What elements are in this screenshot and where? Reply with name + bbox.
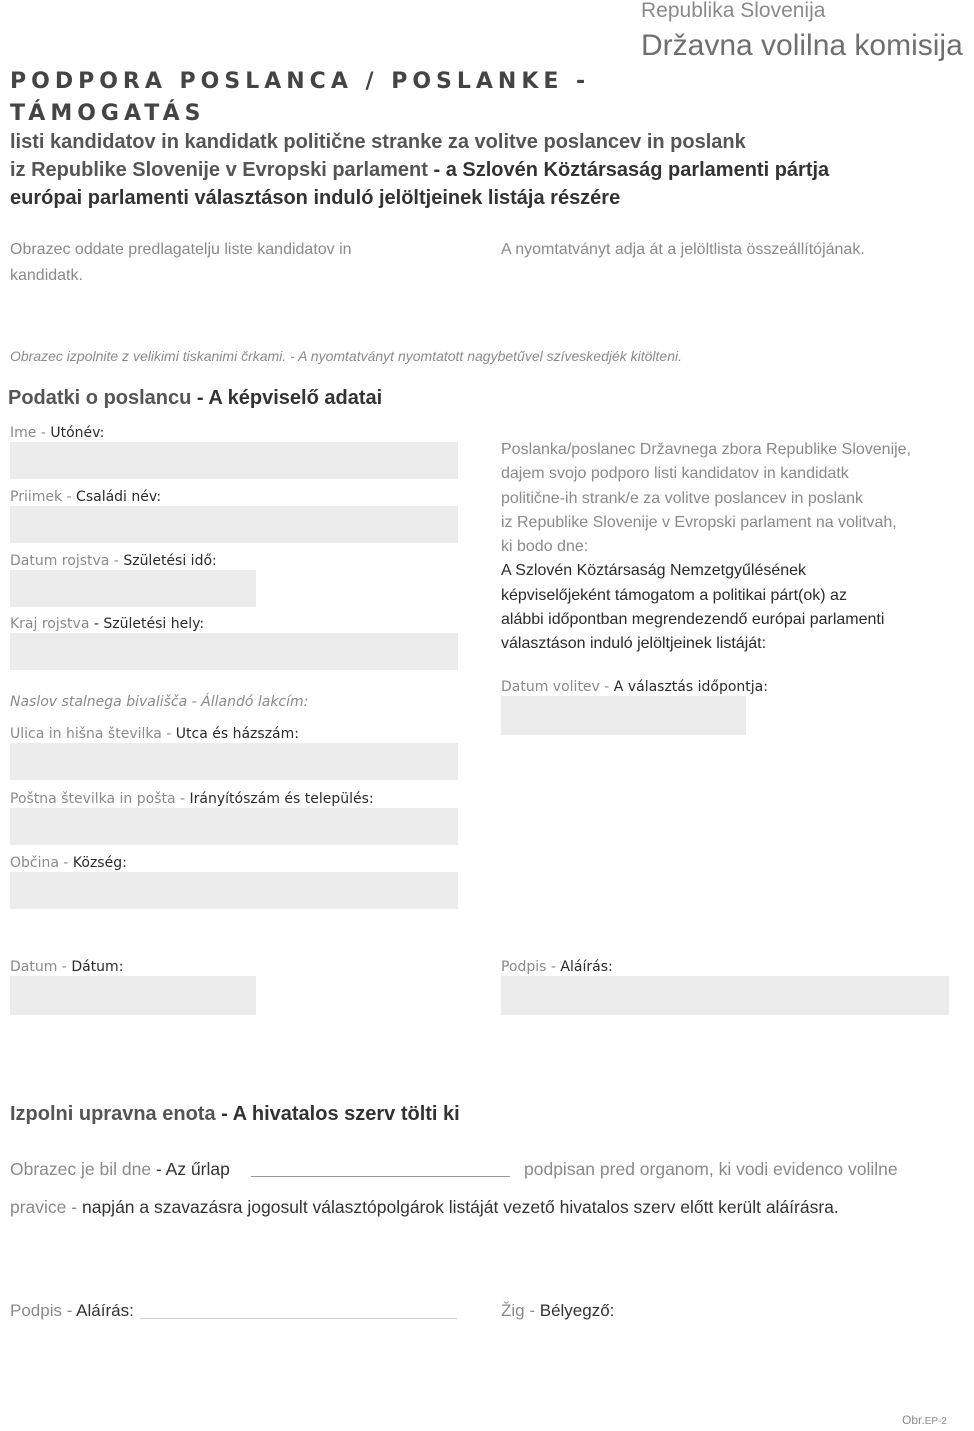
date-label-hu: Dátum:: [71, 959, 124, 975]
support-statement: [501, 438, 911, 657]
official-signature-sl: Podpis -: [10, 1301, 73, 1320]
street-field[interactable]: [10, 743, 458, 780]
section-deputy-title: [8, 384, 382, 412]
municipality-label-hu: Község:: [72, 855, 127, 871]
statement-sl-1: Poslanka/poslanec Državnega zbora Republike Slovenije,: [501, 441, 912, 458]
form-subtitle-2-sl: iz Republike Slovenije v Evropski parlament: [10, 159, 428, 181]
statement-hu-1: A Szlovén Köztársaság Nemzetgyűlésének: [501, 562, 807, 580]
election-date-label: [501, 678, 768, 696]
header-country: Republika Slovenija: [641, 0, 826, 22]
form-subtitle-1: listi kandidatov in kandidatk politične stranke za volitve poslancev in poslank: [10, 131, 746, 153]
official-signature-line[interactable]: [140, 1318, 457, 1319]
signature-label-hu: Aláírás:: [560, 959, 613, 975]
postal-label-hu: Irányítószám és település:: [189, 791, 374, 807]
signature-label: [501, 958, 613, 976]
form-title-line1: PODPORA POSLANCA / POSLANKE -: [10, 69, 591, 94]
dob-label: [10, 552, 217, 570]
signature-label-sl: Podpis -: [501, 959, 556, 975]
official-signed-sl-rest: podpisan pred organom, ki vodi evidenco volilne: [524, 1159, 898, 1179]
section-official-title-sl: Izpolni upravna enota: [10, 1103, 216, 1125]
official-date-line[interactable]: [251, 1176, 510, 1177]
header-commission: Državna volilna komisija: [641, 29, 963, 62]
street-label: [10, 725, 299, 743]
statement-sl-4: iz Republike Slovenije v Evropski parlament na volitvah,: [501, 513, 897, 531]
official-signature-label: [10, 1300, 134, 1322]
dob-label-sl: Datum rojstva -: [10, 553, 119, 569]
section-official-title: [10, 1100, 460, 1128]
statement-hu-4: választáson induló jelöltjeinek listáját:: [501, 635, 767, 653]
pob-label-hu: - Születési hely:: [93, 616, 205, 632]
instruction-right: A nyomtatványt adja át a jelöltlista összeállítójának.: [501, 241, 865, 258]
surname-field[interactable]: [10, 506, 458, 543]
instruction-capitals: Obrazec izpolnite z velikimi tiskanimi črkami. - A nyomtatványt nyomtatott nagybetűvel szíveskedjék kitölteni.: [10, 348, 682, 364]
statement-hu-3: alábbi időpontban megrendezendő európai parlamenti: [501, 611, 885, 629]
instruction-left-2: kandidatk.: [10, 267, 83, 284]
name-label: [10, 424, 104, 442]
official-signed-sl-2: pravice -: [10, 1197, 78, 1217]
postal-label: [10, 790, 374, 808]
official-stamp-sl: Žig -: [501, 1301, 535, 1320]
form-code-b: EP-2: [924, 1416, 947, 1427]
form-code: [902, 1412, 947, 1430]
official-signed-line1: [10, 1156, 230, 1182]
name-label-hu: Utónév:: [50, 425, 105, 441]
municipality-label-sl: Občina -: [10, 855, 69, 871]
election-date-label-sl: Datum volitev -: [501, 679, 610, 695]
date-field[interactable]: [10, 976, 256, 1015]
instruction-left-1: Obrazec oddate predlagatelju liste kandidatov in: [10, 241, 352, 258]
dob-label-hu: Születési idő:: [123, 553, 217, 569]
municipality-label: [10, 854, 127, 872]
statement-sl-3: politične-ih strank/e za volitve poslancev in poslank: [501, 489, 863, 507]
dob-field[interactable]: [10, 570, 256, 607]
form-subtitle-3: európai parlamenti választáson induló jelöltjeinek listája részére: [10, 187, 621, 209]
section-deputy-title-sl: Podatki o poslancu: [8, 387, 192, 409]
street-label-hu: Utca és házszám:: [175, 726, 299, 742]
date-label: [10, 958, 123, 976]
official-stamp-label: [501, 1300, 614, 1322]
form-code-a: Obr.: [902, 1413, 925, 1427]
form-subtitle-2-hu: - a Szlovén Köztársaság parlamenti pártja: [433, 159, 830, 181]
date-label-sl: Datum -: [10, 959, 67, 975]
section-official-title-hu: - A hivatalos szerv tölti ki: [221, 1103, 460, 1125]
address-heading: Naslov stalnega bivališča - Állandó lakcím:: [10, 694, 309, 710]
statement-sl-2: dajem svojo podporo listi kandidatov in kandidatk: [501, 465, 849, 483]
form-title-line2: TÁMOGATÁS: [10, 101, 206, 126]
signature-field[interactable]: [501, 976, 949, 1015]
election-date-field[interactable]: [501, 696, 746, 735]
surname-label: [10, 488, 161, 506]
surname-label-hu: Családi név:: [76, 489, 162, 505]
postal-field[interactable]: [10, 808, 458, 845]
official-signed-line2: [10, 1194, 839, 1220]
statement-sl-5: ki bodo dne:: [501, 538, 589, 556]
official-signed-hu-2: napján a szavazásra jogosult választópolgárok listáját vezető hivatalos szerv előtt került aláírásra.: [81, 1197, 839, 1217]
election-date-label-hu: A választás időpontja:: [613, 679, 768, 695]
name-field[interactable]: [10, 442, 458, 479]
pob-label-sl: Kraj rojstva: [10, 616, 90, 632]
municipality-field[interactable]: [10, 872, 458, 909]
statement-hu-2: képviselőjeként támogatom a politikai párt(ok) az: [501, 586, 847, 604]
street-label-sl: Ulica in hišna številka -: [10, 726, 172, 742]
pob-field[interactable]: [10, 633, 458, 670]
official-signed-hu: - Az űrlap: [155, 1159, 230, 1179]
postal-label-sl: Poštna številka in pošta -: [10, 791, 186, 807]
section-deputy-title-hu: - A képviselő adatai: [196, 387, 383, 409]
official-signed-sl: Obrazec je bil dne: [10, 1159, 152, 1179]
form-subtitle-2: [10, 156, 829, 184]
surname-label-sl: Priimek -: [10, 489, 72, 505]
name-label-sl: Ime -: [10, 425, 46, 441]
pob-label: [10, 615, 204, 633]
official-stamp-hu: Bélyegző:: [539, 1301, 615, 1320]
official-signature-hu: Aláírás:: [76, 1301, 134, 1320]
